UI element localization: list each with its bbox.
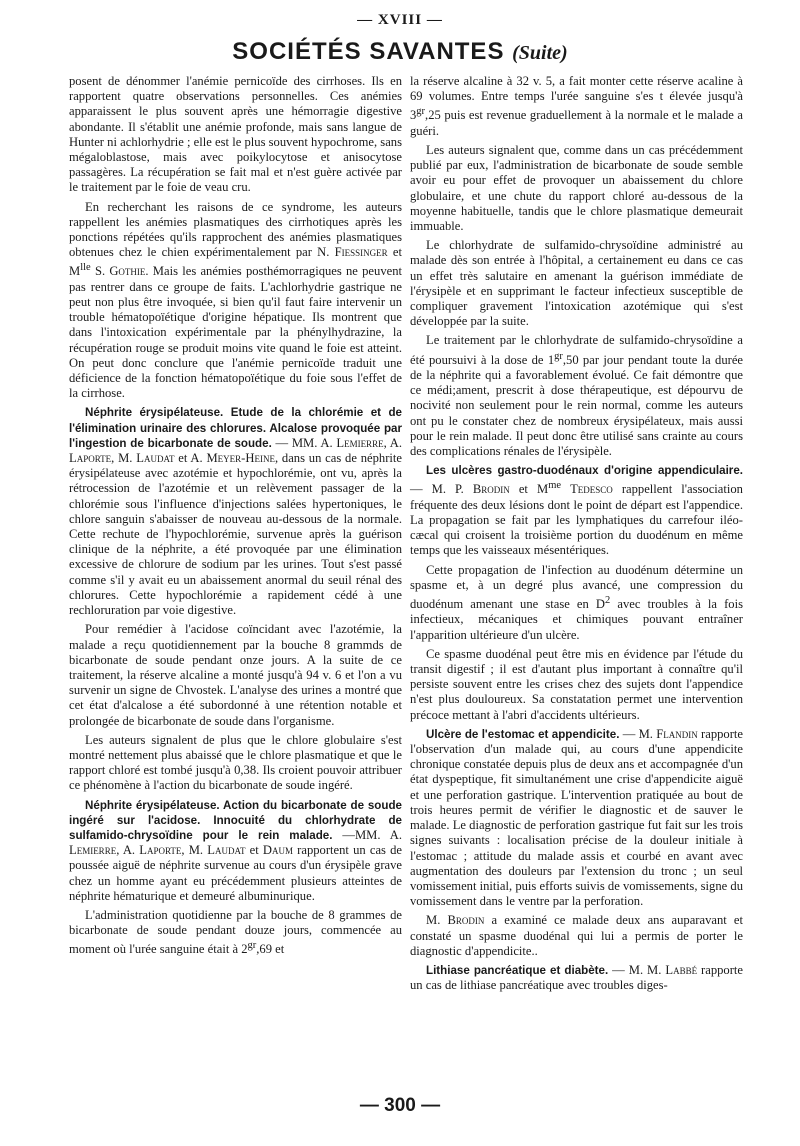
author-name: Labbé [665,962,698,977]
article-entry: Les ulcères gastro-duodénaux d'origine appendiculaire. — M. P. Brodin et $M^{me}$ Tedesco rappellent l'association fréquente des deux lésions dont le point de départ est l'appendice. La propagation se fait par les lymphatiques du carrefour iléo-cæcal qui croisent la troisième portion du duodénum en même temps que les vaisseaux mésentériques. [410,464,743,558]
author-name: Daum [262,843,293,858]
article-entry: Néphrite érysipélateuse. Etude de la chlorémie et de l'élimination urinaire des chlorures. Alcalose provoquée par l'ingestion de bicarbonate de soude. — MM. A. Lemierre, A. Laporte, M. Laudat et A. Meyer-Heine, dans un cas de néphrite érysipélateuse avec azotémie et hypochlorémie, ont vu, après la rétrocession de l'azotémie et un relèvement passager de la chlorémie sous l'influence d'injections salées hypertoniques, le chlore sanguin s'abaisser de nouveau au-dessous de la normale. Cette rechute de l'hypochlorémie, survenue après la guérison clinique de la néphrite, a été provoquée par une élimination excessive de chlorure de sodium par les urines. Tout s'est passé comme s'il y avait eu un abaissement anormal du seuil rénal des chlorures. Cette hypochlorémie a rapidement cédé à une rechloruration par voie digestive. [69,406,402,618]
article-heading: Néphrite érysipélateuse. Etude de la chlorémie et de l'élimination urinaire des chlorures. Alcalose provoquée par l'ingestion de bicarbonate de soude. [69,406,402,450]
author-name: Laudat [207,843,246,858]
author-name: Laudat [136,451,175,466]
author-name: Brodin [472,482,510,497]
paragraph: En recherchant les raisons de ce syndrome, les auteurs rappellent les anémies plasmatiques des cirrhotiques après les ponctions répétées qu'ils rapprochent des anémies plasmatiques obtenues chez le chien expérimentalement par N. Fiessinger et $M^{lle}$ S. Gothie. Mais les anémies posthémorragiques ne peuvent pas rentrer dans ce groupe de faits. L'achlorhydrie gastrique ne peut non plus être invoquée, si bien qu'il faut faire intervenir un trouble hématopoïétique d'origine hépatique. Ils montrent que dans l'intoxication expérimentale par la phénylhydrazine, la récupération rouge se produit moins vite quand le foie est atteint. On peut donc conclure que l'anémie pernicoïde traduit une déficience de la fonction hématopoïétique du foie sous l'effet de la cirrhose. [69,199,402,401]
author-name: Laporte [69,451,112,466]
article-heading: Les ulcères gastro-duodénaux d'origine appendiculaire. [426,464,743,478]
paragraph: Ce spasme duodénal peut être mis en évidence par l'étude du transit digestif ; il est d'autant plus important à connaître qu'il persiste souvent entre les crises chez des sujets dont l'appendice n'est plus douloureux. Sa constatation permet une intervention précoce mettant à l'abri d'accidents ultérieurs. [410,646,743,722]
right-column [410,74,743,997]
author-name: Fiessinger [334,245,388,260]
paragraph: la réserve alcaline à 32 v. 5, a fait monter cette réserve acaline à 69 volumes. Entre temps l'urée sanguine s'es t élevée jusqu'à $3^{gr},25$ puis est revenue graduellement à la normale et le malade a guéri. [410,74,743,138]
page-number: — 300 — [359,1095,441,1116]
article-heading: Lithiase pancréatique et diabète. [426,963,609,977]
paragraph: Le traitement par le chlorhydrate de sulfamido-chrysoïdine a été poursuivi à la dose de $1^{gr},50$ par jour pendant toute la durée de la néphrite qui a favorablement évolué. Ce fait démontre que ce médi;ament, prescrit à dose thérapeutique, est dépourvu de nocivité non seulement pour le rein normal, comme les auteurs ont pu le constater chez de nombreux érysipélateux, mais aussi pour le rein malade. Il peut donc être utilisé sans crainte au cours des complications rénales de l'érysipèle. [410,333,744,459]
author-name: Meyer-Heine [206,451,275,466]
title-text: SOCIÉTÉS SAVANTES [232,38,505,65]
page-title [0,38,800,66]
section-roman-numeral: — XVIII — [357,12,443,28]
article-heading: Néphrite érysipélateuse. Action du bicarbonate de soude ingéré sur l'acidose. Innocuité du chlorhydrate de sulfamido-chrysoïdine pour le rein malade. [69,798,402,842]
paragraph: Cette propagation de l'infection au duodénum détermine un spasme et, à un degré plus avancé, une compression du duodénum amenant une stase en $D^2$ avec troubles à la fois infectieux, mécaniques et chimiques pouvant entraîner l'apparition ultérieure d'un ulcère. [410,562,744,642]
author-name: Gothie [109,264,146,279]
paragraph: M. Brodin a examiné ce malade deux ans auparavant et constaté un spasme duodénal qui lui a permis de porter le diagnostic d'appendicite.. [410,913,743,958]
article-entry: Néphrite érysipélateuse. Action du bicarbonate de soude ingéré sur l'acidose. Innocuité du chlorhydrate de sulfamido-chrysoïdine pour le rein malade. —MM. A. Lemierre, A. Laporte, M. Laudat et Daum rapportent un cas de poussée aiguë de néphrite survenue au cours d'un érysipèle grave chez un homme ayant eu précédemment plusieurs atteintes de néphrite hématurique et demeuré albuminurique. [69,798,402,903]
author-name: Tedesco [570,482,613,497]
article-entry: Ulcère de l'estomac et appendicite. — M. Flandin rapporte l'observation d'un malade qui, au cours d'une appendicite chronique constatée depuis plus de deux ans et accompagnée d'un état dyspeptique, fit simultanément une crise d'appendicite aiguë et une perforation gastrique. L'intervention pratiquée au bout de trois heures permit de vérifier le diagnostic et de sauver le malade. Le diagnostic de perforation gastrique fut fait sur les trois signes suivants : localisation précise de la douleur initiale à l'estomac ; attitude du malade assis et courbé en avant avec augmentation des douleurs par l'extension du tronc ; un seul vomissement initial, puis efforts suivis de vomissements, signe du vomissement dans le ventre par la perforation. [410,726,743,909]
paragraph: Pour remédier à l'acidose coïncidant avec l'azotémie, la malade a reçu quotidiennement par la bouche 8 grammds de bicarbonate de soude pendant onze jours. A la suite de ce traitement, la réserve alcaline a monté jusqu'à 94 v. 6 et l'on a vu survenir un signe de Chvostek. L'analyse des urines a montré que cet état d'alcalose a été subordonné à une rétention notable et prolongée de bicarbonate de soude dans l'organisme. [69,622,402,728]
title-suite: (Suite) [512,42,568,64]
paragraph: posent de dénommer l'anémie pernicoïde des cirrhoses. Ils en rapportent quatre observations personnelles. Ces anémies apparaissent le plus souvent après une hémorragie digestive abondante. Il s'établit une anémie profonde, mais sans langue de Hunter ni achlorhydrie ; elle est le plus souvent hypochrome, sans mégaloblastose, mais avec poikylocytose et anisocytose passagères. La récupération se fait mal et n'est guère activée par le traitement par le foie de veau cru. [69,74,402,195]
article-entry: Lithiase pancréatique et diabète. — M. M. Labbé rapporte un cas de lithiase pancréatique avec troubles diges- [410,962,743,993]
paragraph: Les auteurs signalent que, comme dans un cas précédemment publié par eux, l'administration de bicarbonate de soude semble avoir eu pour effet de provoquer un abaissement du chlore globulaire, et une chute du rapport chloré au-dessous de la moyenne habituelle, tandis que le chlore plasmatique demeurait immuable. [410,143,743,234]
paragraph: L'administration quotidienne par la bouche de 8 grammes de bicarbonate de soude pendant douze jours, commencée au moment où l'urée sanguine était à $2^{gr},69$ et [69,907,402,957]
author-name: Flandin [656,726,698,741]
author-name: Lemierre [336,435,384,450]
author-name: Brodin [447,913,485,928]
article-heading: Ulcère de l'estomac et appendicite. [426,727,620,741]
paragraph: Le chlorhydrate de sulfamido-chrysoïdine administré au malade dès son entrée à l'hôpital, a certainement eu dans ce cas un effet très salutaire en amenant la guérison immédiate de l'érysipèle et en supprimant le facteur infectieux susceptible de compliquer gravement l'intoxication azotémique qui s'est développée par la suite. [410,238,743,329]
author-name: Laporte [139,843,182,858]
author-name: Lemierre [69,843,117,858]
left-column [69,74,402,962]
paragraph: Les auteurs signalent de plus que le chlore globulaire s'est montré nettement plus abaissé que le chlore plasmatique et que le rapport chloré est tombé jusqu'à 0,38. Ils croient pouvoir attribuer ce phénomène à l'action du bicarbonate de soude ingéré. [69,732,402,793]
